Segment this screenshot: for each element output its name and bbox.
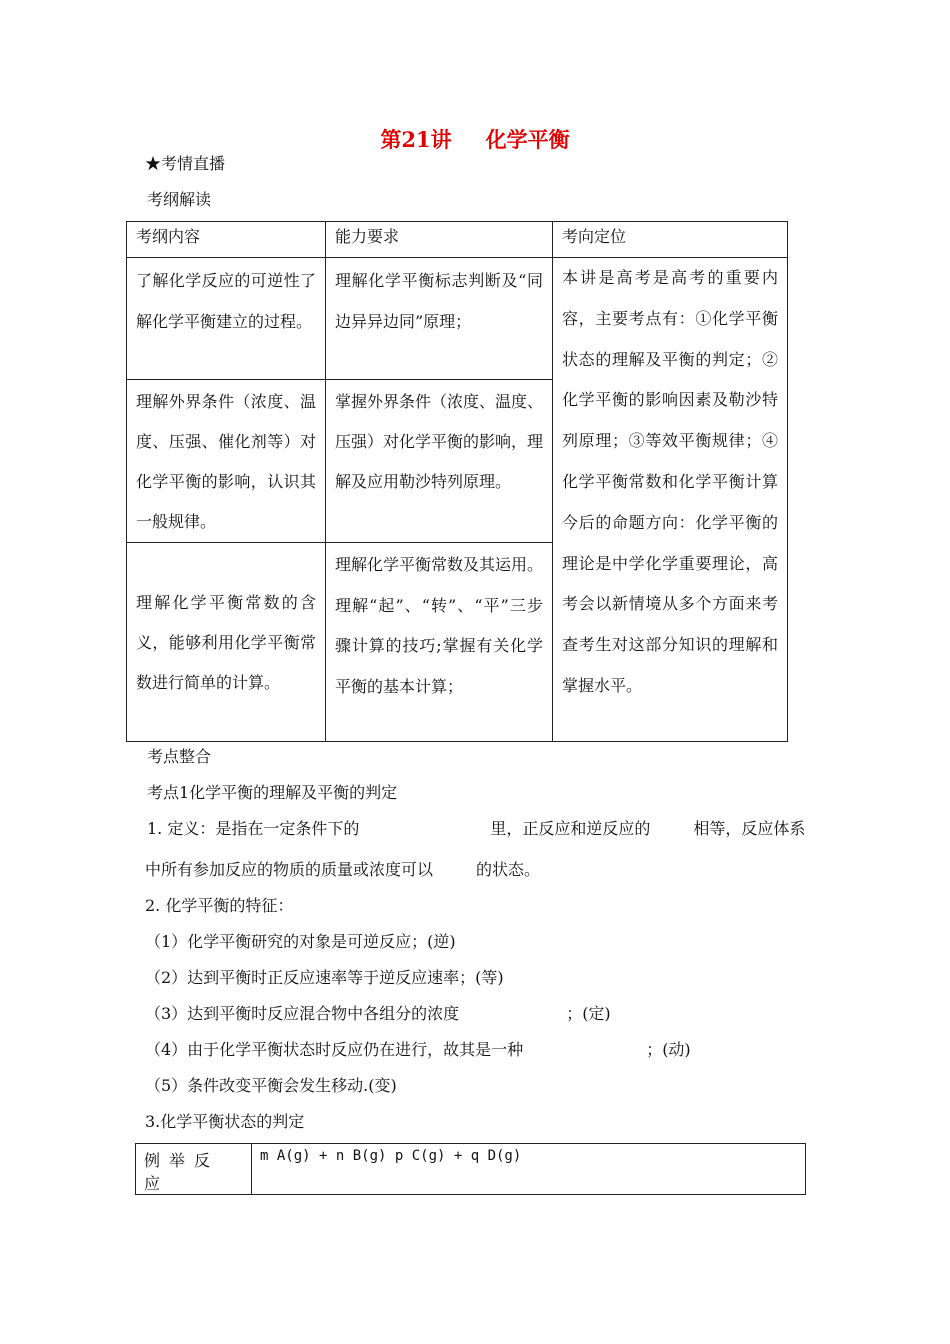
lecture-topic: 化学平衡: [485, 127, 570, 152]
row3-ability: 理解化学平衡常数及其运用。理解“起”、“转”、“平”三步骤计算的技巧;掌握有关化学平衡的基本计算；: [326, 543, 553, 742]
definition-part-5: 的状态。: [476, 860, 541, 879]
definition-line-2: [145, 857, 540, 880]
row3-content: 理解化学平衡常数的含义，能够利用化学平衡常数进行简单的计算。: [127, 543, 326, 742]
feature-item: [145, 1001, 611, 1024]
row1-ability: 理解化学平衡标志判断及“同边异异边同”原理；: [326, 258, 553, 380]
feature-item: [145, 965, 504, 988]
table-header-row: [127, 222, 788, 258]
row1-content: 了解化学反应的可逆性了解化学平衡建立的过程。: [127, 258, 326, 380]
example-table: [135, 1143, 806, 1195]
point1-title: 考点1化学平衡的理解及平衡的判定: [147, 783, 398, 802]
feature-text: （3）达到平衡时反应混合物中各组分的浓度: [145, 1004, 460, 1023]
lecture-number: 第21讲: [380, 127, 452, 152]
direction-text: 本讲是高考是高考的重要内容，主要考点有：①化学平衡状态的理解及平衡的判定；②化学平衡的影响因素及勒沙特列原理；③等效平衡规律；④化学平衡常数和化学平衡计算今后的命题方向：化学平衡的理论是中学化学重要理论，高考会以新情境从多个方面来考查考生对这部分知识的理解和掌握水平。: [562, 268, 778, 695]
feature-text: （1）化学平衡研究的对象是可逆反应；(逆): [145, 932, 456, 951]
feature-tail: ；(定): [566, 1004, 611, 1023]
feature-tail: ；(动): [646, 1040, 691, 1059]
header-content: 考纲内容: [127, 222, 326, 258]
features-title: 2. 化学平衡的特征：: [145, 896, 294, 915]
feature-text: （4）由于化学平衡状态时反应仍在进行，故其是一种: [145, 1040, 524, 1059]
table-row: [127, 258, 788, 380]
definition-part-4: 中所有参加反应的物质的质量或浓度可以: [145, 860, 434, 879]
feature-text: （2）达到平衡时正反应速率等于逆反应速率；(等): [145, 968, 504, 987]
header-ability: 能力要求: [326, 222, 553, 258]
header-direction: 考向定位: [553, 222, 788, 258]
section-kaodian: 考点整合: [147, 747, 212, 766]
judge-title: 3.化学平衡状态的判定: [145, 1112, 305, 1131]
table-row: [136, 1144, 806, 1195]
row2-content: 理解外界条件（浓度、温度、压强、催化剂等）对化学平衡的影响，认识其一般规律。: [127, 380, 326, 543]
definition-part-3: 相等，反应体系: [693, 819, 806, 838]
definition-part-2: 里，正反应和逆反应的: [490, 819, 651, 838]
page-title: [0, 124, 950, 154]
feature-item: [145, 1073, 397, 1096]
syllabus-table: [126, 221, 788, 742]
example-equation: m A(g) + n B(g) p C(g) + q D(g): [252, 1144, 806, 1195]
definition-line-1: [147, 816, 805, 839]
definition-part-1: 1. 定义：是指在一定条件下的: [147, 819, 360, 838]
feature-text: （5）条件改变平衡会发生移动.(变): [145, 1076, 397, 1095]
feature-item: [145, 1037, 691, 1060]
section-kaogang: 考纲解读: [147, 190, 212, 209]
row2-ability: 掌握外界条件（浓度、温度、压强）对化学平衡的影响，理解及应用勒沙特列原理。: [326, 380, 553, 543]
direction-cell: [553, 258, 788, 742]
example-label: 例举反应: [136, 1144, 252, 1195]
section-kaoqing: ★考情直播: [145, 154, 226, 173]
feature-item: [145, 929, 456, 952]
